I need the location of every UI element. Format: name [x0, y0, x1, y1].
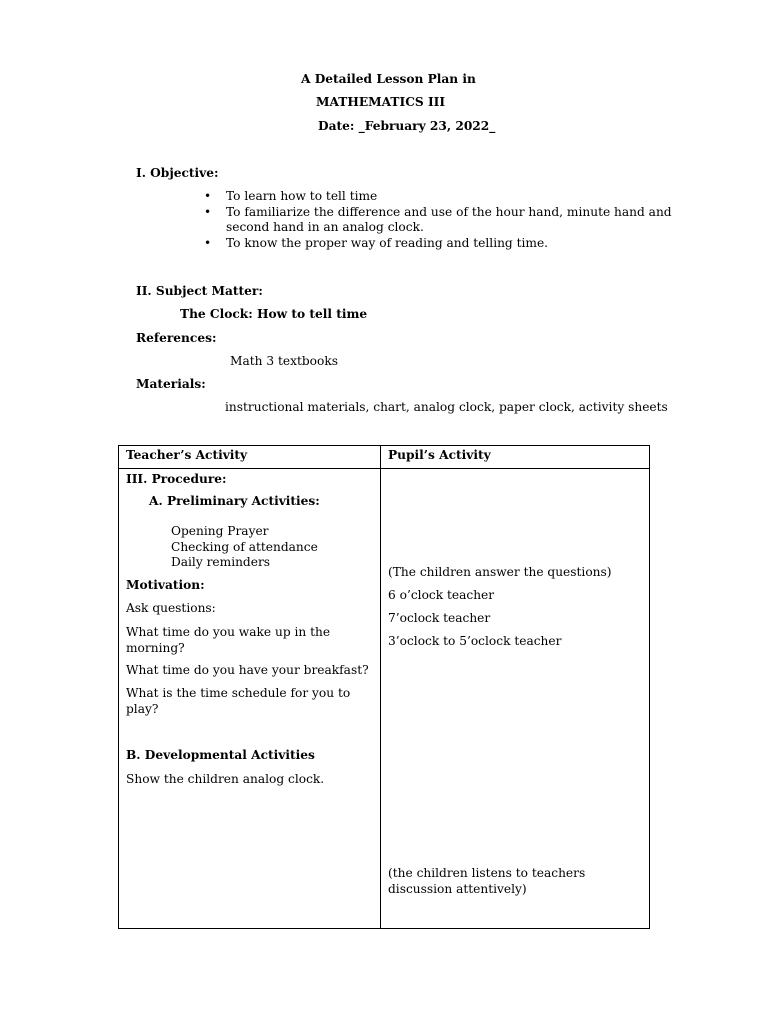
- question-text: What is the time schedule for you to play?: [126, 686, 351, 716]
- objective-item: • To know the proper way of reading and telling time.: [204, 236, 674, 252]
- prelim-item: Daily reminders: [171, 555, 271, 569]
- pupil-answer: 7’oclock teacher: [388, 611, 491, 625]
- date-label: Date:: [318, 119, 355, 133]
- ask-questions: Ask questions:: [126, 601, 216, 615]
- doc-title: A Detailed Lesson Plan in: [301, 72, 476, 86]
- pupil-answer: 6 o’clock teacher: [388, 588, 495, 602]
- question-text: What time do you have your breakfast?: [126, 663, 369, 677]
- col-header-pupil: Pupil’s Activity: [388, 448, 491, 462]
- procedure-heading: III. Procedure:: [126, 472, 227, 486]
- col-header-teacher: Teacher’s Activity: [126, 448, 248, 462]
- subject-matter-heading: II. Subject Matter:: [136, 284, 263, 298]
- doc-subject: MATHEMATICS III: [316, 95, 446, 109]
- pupil-answer: 3’oclock to 5’oclock teacher: [388, 634, 562, 648]
- question-text: What time do you wake up in the morning?: [126, 625, 331, 655]
- objective-list: [204, 189, 674, 251]
- prelim-item: Checking of attendance: [171, 540, 318, 554]
- motivation-heading: Motivation:: [126, 578, 205, 592]
- objective-item: • To familiarize the difference and use of the hour hand, minute hand and second hand in an analog clock.: [204, 205, 674, 236]
- doc-date: [318, 119, 495, 133]
- pupil-answer-intro: (The children answer the questions): [388, 565, 612, 579]
- activity-table: [118, 445, 650, 929]
- preliminary-heading: A. Preliminary Activities:: [149, 494, 320, 508]
- developmental-heading: B. Developmental Activities: [126, 748, 315, 762]
- materials-label: Materials:: [136, 377, 206, 391]
- subject-topic: The Clock: How to tell time: [180, 307, 368, 321]
- pupil-listen-text: (the children listens to teachers discussion attentively): [388, 866, 586, 896]
- objective-item: • To learn how to tell time: [204, 189, 674, 205]
- references-value: Math 3 textbooks: [230, 354, 338, 368]
- prelim-item: Opening Prayer: [171, 524, 269, 538]
- references-label: References:: [136, 331, 217, 345]
- date-value: _February 23, 2022_: [358, 119, 496, 133]
- table-divider: [119, 468, 649, 469]
- table-divider: [380, 446, 381, 928]
- objective-heading: I. Objective:: [136, 166, 219, 180]
- show-clock-text: Show the children analog clock.: [126, 772, 325, 786]
- materials-value: instructional materials, chart, analog clock, paper clock, activity sheets: [225, 400, 668, 414]
